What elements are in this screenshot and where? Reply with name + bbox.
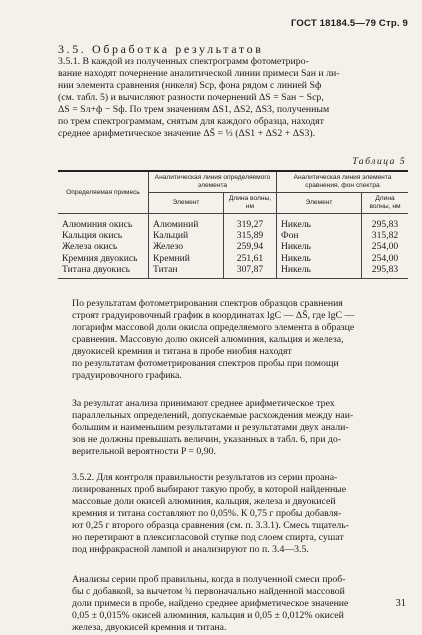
table-row bbox=[58, 264, 408, 279]
text-line: градуировочного графика. bbox=[72, 370, 182, 381]
cell-element-2: Никель bbox=[277, 253, 362, 264]
header-analytical-line: Аналитическая линия определяемого элемента bbox=[149, 171, 277, 193]
cell-impurity: Титана двуокись bbox=[58, 264, 149, 279]
text-line: по результатам фотометрирования спектров пробы при помощи bbox=[72, 358, 339, 369]
table-row bbox=[58, 241, 408, 252]
page-number: 31 bbox=[395, 598, 406, 609]
text-line: ют 0,25 г второго образца сравнения (см. п. 3.3.1). Смесь тщатель- bbox=[72, 520, 349, 531]
paragraph-3-5-2 bbox=[58, 472, 406, 556]
text-line: ΔS = Sл+ф − Sф. По трем значениям ΔS1, ΔS2, ΔS3, полученным bbox=[58, 104, 330, 115]
text-line: лизированных проб выбирают такую пробу, в которой найденные bbox=[72, 484, 347, 495]
text-line: 0,05 ± 0,015% окисей алюминия, кальция и 0,05 ± 0,012% окисей bbox=[72, 610, 344, 621]
cell-element: Кальций bbox=[149, 230, 224, 241]
cell-impurity: Алюминия окись bbox=[58, 214, 149, 231]
text-line: бы с добавкой, за вычетом ¾ первоначально найденной массовой bbox=[72, 586, 345, 597]
page-header: ГОСТ 18184.5—79 Стр. 9 bbox=[290, 18, 408, 29]
text-line: Анализы серии проб правильны, когда в полученной смеси проб- bbox=[72, 574, 346, 585]
header-wavelength-2: Длина волны, нм bbox=[362, 193, 409, 214]
cell-element: Титан bbox=[149, 264, 224, 279]
text-line: зов не должны превышать величин, указанных в табл. 6, при до- bbox=[72, 434, 342, 445]
header-comparison-line: Аналитическая линия элемента сравнения, фон спектра bbox=[277, 171, 409, 193]
text-line: логарифм массовой доли окисла определяемого элемента в образце bbox=[72, 322, 355, 333]
cell-wavelength: 259,94 bbox=[224, 241, 277, 252]
header-element: Элемент bbox=[149, 193, 224, 214]
text-line: сравнения. Массовую долю окисей алюминия, кальция и железа, bbox=[72, 334, 344, 345]
cell-wavelength-2: 254,00 bbox=[371, 241, 399, 253]
text-line: но перетирают в плексигласовой ступке под слоем спирта, сушат bbox=[72, 532, 344, 543]
table-row bbox=[58, 230, 408, 241]
cell-wavelength: 319,27 bbox=[224, 214, 277, 231]
cell-wavelength-2: 295,83 bbox=[362, 264, 409, 279]
paragraph-calibration bbox=[58, 298, 406, 382]
text-line: 3.5.2. Для контроля правильности результатов из серии проана- bbox=[72, 472, 338, 483]
cell-element-2: Никель bbox=[277, 214, 362, 231]
text-line: большим и наименьшим результатами и результатами двух анали- bbox=[72, 422, 349, 433]
cell-element-2: Никель bbox=[277, 264, 362, 279]
paragraph-series bbox=[58, 574, 406, 634]
cell-wavelength-2: 254,00 bbox=[371, 252, 399, 264]
text-line: железа, двуокисей кремния и титана. bbox=[72, 622, 227, 633]
text-line: нии элемента сравнения (никеля) Sср, фона рядом с линией Sф bbox=[58, 80, 322, 91]
header-impurity: Определяемая примесь bbox=[58, 171, 149, 214]
text-line: (см. табл. 5) и вычисляют разности почернений ΔS = Sан − Sср, bbox=[58, 92, 324, 103]
text-line: кремния и титана составляют по 0,05%. К 0,75 г пробы добавля- bbox=[72, 508, 342, 519]
table-row bbox=[58, 214, 408, 231]
cell-wavelength-2: 295,83 bbox=[371, 219, 399, 230]
cell-wavelength: 307,87 bbox=[224, 264, 277, 279]
text-line: массовые доли окисей алюминия, кальция, железа и двуокисей bbox=[72, 496, 336, 507]
text-line: под инфракрасной лампой и анализируют по п. 3.4—3.5. bbox=[72, 544, 309, 555]
text-line: вание находят почернение аналитической линии примеси Sан и ли- bbox=[58, 68, 340, 79]
text-line: верительной вероятности P = 0,90. bbox=[72, 446, 217, 457]
text-line: по трем спектрограммам, снятым для каждого образца, находят bbox=[58, 116, 324, 127]
cell-wavelength: 315,89 bbox=[224, 230, 277, 241]
table-5 bbox=[58, 170, 408, 279]
table-row bbox=[58, 253, 408, 264]
text-line: среднее арифметическое значение ΔS̄ = ⅓ (ΔS1 + ΔS2 + ΔS3). bbox=[58, 128, 316, 139]
cell-impurity: Кремния двуокись bbox=[58, 253, 149, 264]
text-line: По результатам фотометрирования спектров образцов сравнения bbox=[72, 298, 343, 309]
cell-impurity: Железа окись bbox=[58, 241, 149, 252]
text-line: доли примеси в пробе, найдено среднее арифметическое значение bbox=[72, 598, 349, 609]
header-element-2: Элемент bbox=[277, 193, 362, 214]
table-caption: Таблица 5 bbox=[352, 156, 406, 167]
text-line: строят градуировочный график в координатах lgC — ΔS̄, где lgC — bbox=[72, 310, 355, 321]
cell-wavelength-2: 315,82 bbox=[371, 230, 399, 242]
cell-impurity: Кальция окись bbox=[58, 230, 149, 241]
cell-element: Алюминий bbox=[149, 214, 224, 231]
text-line: 3.5.1. В каждой из полученных спектрограмм фотометриро- bbox=[58, 56, 309, 67]
text-line: За результат анализа принимают среднее арифметическое трех bbox=[72, 398, 335, 409]
cell-element-2: Никель bbox=[277, 241, 362, 252]
cell-wavelength: 251,61 bbox=[224, 253, 277, 264]
header-wavelength: Длина волны, нм bbox=[224, 193, 277, 214]
text-line: параллельных определений, допускаемые расхождения между наи- bbox=[72, 410, 354, 421]
paragraph-3-5-1 bbox=[58, 56, 406, 140]
paragraph-result bbox=[58, 398, 406, 458]
cell-element: Кремний bbox=[149, 253, 224, 264]
text-line: двуокисей кремния и титана в пробе ниобия находят bbox=[72, 346, 292, 357]
cell-element-2: Фон bbox=[277, 230, 362, 241]
section-title: 3.5. Обработка результатов bbox=[58, 42, 264, 56]
cell-element: Железо bbox=[149, 241, 224, 252]
